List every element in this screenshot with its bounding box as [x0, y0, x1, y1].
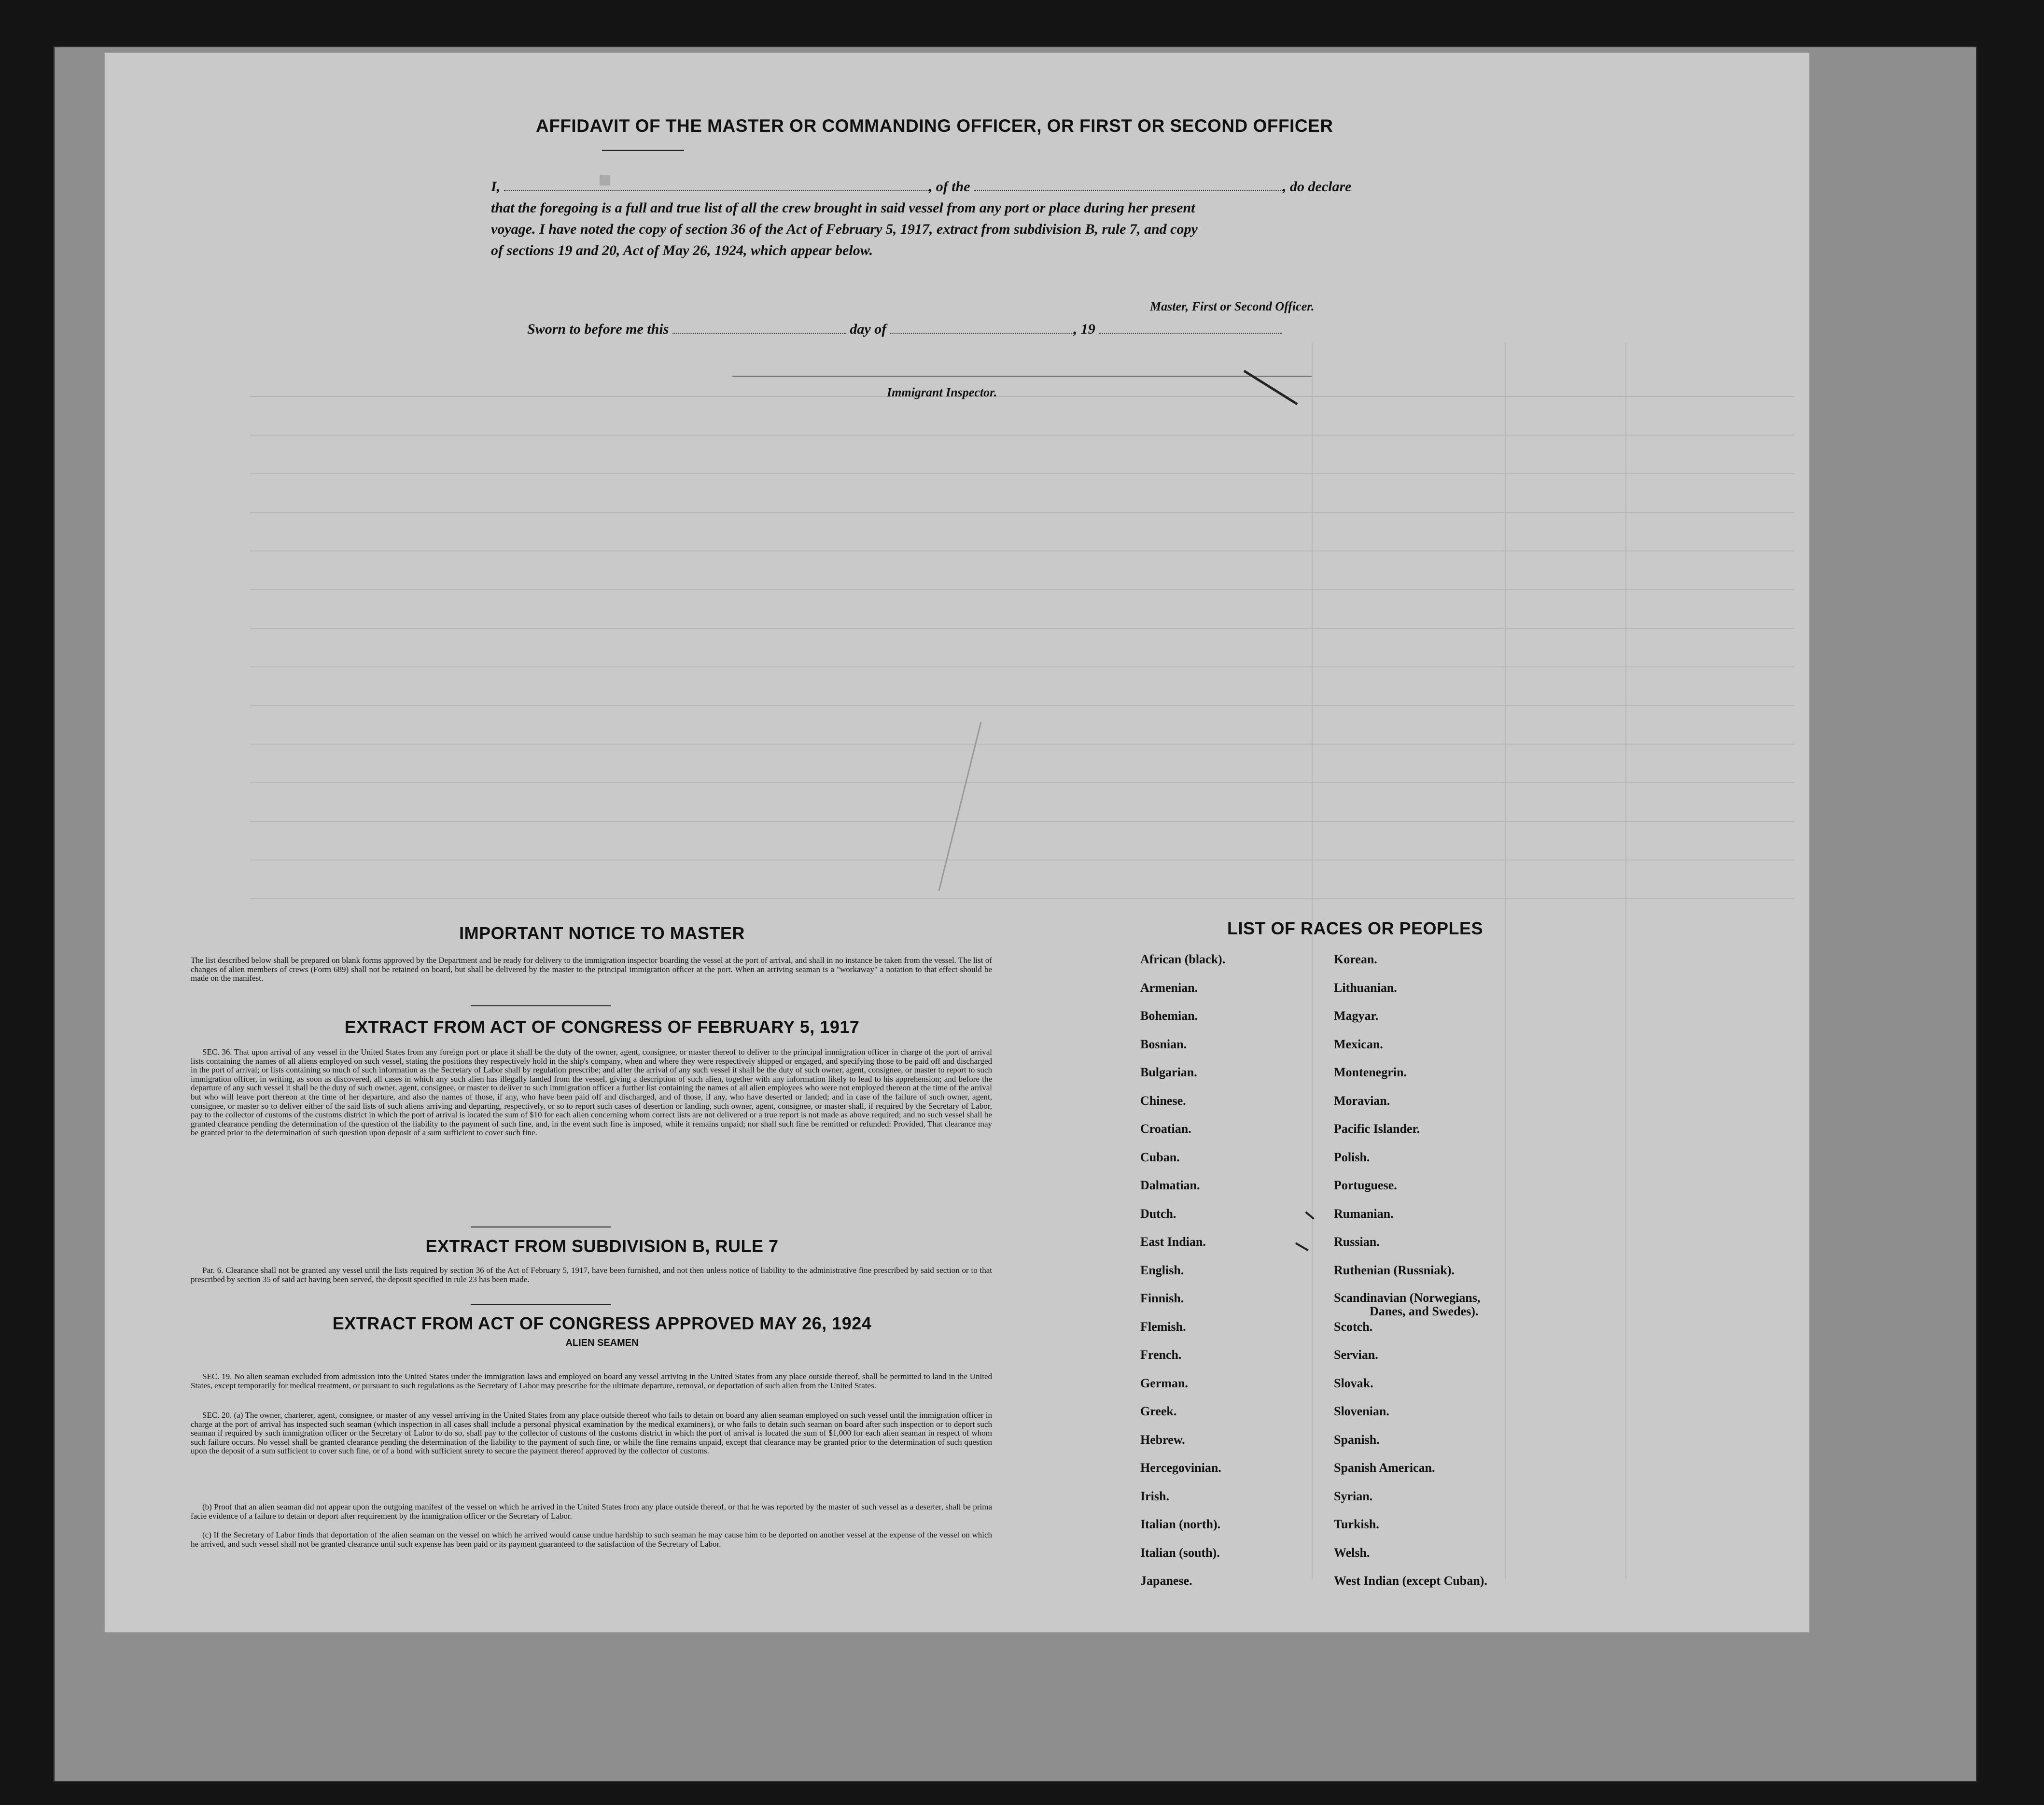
race-item: Russian.	[1334, 1235, 1380, 1249]
race-item: Portuguese.	[1334, 1178, 1397, 1192]
race-item: French.	[1140, 1348, 1182, 1362]
race-item: Armenian.	[1140, 980, 1198, 995]
race-item: Pacific Islander.	[1334, 1122, 1420, 1136]
race-item: Moravian.	[1334, 1093, 1390, 1108]
declaration-end: , do declare	[1283, 179, 1352, 195]
race-item: Korean.	[1334, 952, 1377, 966]
race-item	[1334, 1291, 1487, 1320]
race-item: Slovenian.	[1334, 1404, 1389, 1418]
sworn-day-blank[interactable]	[672, 333, 846, 334]
race-item: Chinese.	[1140, 1093, 1186, 1108]
race-item: Turkish.	[1334, 1517, 1379, 1531]
document-page	[104, 52, 1810, 1633]
races-column-2	[1334, 952, 1487, 1602]
race-item: Dutch.	[1140, 1206, 1176, 1221]
race-item: Scotch.	[1334, 1319, 1373, 1334]
race-item: Servian.	[1334, 1348, 1378, 1362]
name-blank[interactable]	[504, 190, 929, 191]
divider	[471, 1304, 611, 1305]
race-item: Croatian.	[1140, 1122, 1191, 1136]
race-item: Dalmatian.	[1140, 1178, 1200, 1192]
race-item: Finnish.	[1140, 1291, 1184, 1305]
vessel-blank[interactable]	[974, 190, 1283, 191]
race-item: Bosnian.	[1140, 1037, 1187, 1051]
section-20b-text: (b) Proof that an alien seaman did not appear upon the outgoing manifest of the vessel on which he arrived in the United States from any place outside thereof, or that he was reported by the master of such vessel as a deserter, shall be prima facie evidence of a failure to detain or deport after requirement by the immigration officer or the Secretary of Labor.	[191, 1502, 992, 1521]
extract-1917-text: SEC. 36. That upon arrival of any vessel in the United States from any foreign port or place it shall be the duty of the owner, agent, consignee, or master thereof to deliver to the principal immigration officer in charge of the port of arrival lists containing the names of all aliens employed on such vessel, stating the positions they respectively hold in the ship's company, when and where they were respectively shipped or engaged, and specifying those to be paid off and discharged in the port of arrival; or lists containing so much of such information as the Secretary of Labor shall by regulation prescribe; and after the arrival of any such vessel it shall be the duty of such owner, agent, consignee, or master to report to such immigration officer, in writing, as soon as discovered, all cases in which any such alien has illegally landed from the vessel, giving a description of such alien, together with any information likely to lead to his apprehension; and before the departure of any such vessel it shall be the duty of such owner, agent, consignee, or master to deliver to such immigration officer a further list containing the names of all alien employees who were not employed thereon at the time of the arrival but who will leave port thereon at the time of her departure, and also the names of those, if any, who have been paid off and discharged, and of those, if any, who have deserted or landed; and in case of the failure of such owner, agent, consignee, or master so to deliver either of the said lists of such aliens arriving and departing, respectively, or so to report such cases of desertion or landing, such owner, agent, consignee, or master shall, if required by the Secretary of Labor, pay to the collector of customs of the customs district in which the port of arrival is located the sum of $10 for each alien concerning whom correct lists are not delivered or a true report is not made as above required; and no such vessel shall be granted clearance pending the determination of the question of the liability to the payment of such fine, and, in the event such fine is imposed, while it remains unpaid; nor shall such fine be remitted or refunded: Provided, That clearance may be granted prior to the determination of such question upon deposit of a sum sufficient to cover such fine.	[191, 1047, 992, 1138]
title-underline	[602, 150, 684, 151]
subdivision-b-text: Par. 6. Clearance shall not be granted any vessel until the lists required by section 36 of the Act of February 5, 1917, have been furnished, and not then unless notice of liability to the administrative fine prescribed by said section or to that prescribed by section 35 of said act having been served, the deposit specified in rule 23 has been made.	[191, 1266, 992, 1284]
affidavit-line-3: voyage. I have noted the copy of section 36 of the Act of February 5, 1917, extract from subdivision B, rule 7, and copy	[491, 221, 1198, 237]
subdivision-b-title: EXTRACT FROM SUBDIVISION B, RULE 7	[425, 1236, 779, 1256]
section-20a-text: SEC. 20. (a) The owner, charterer, agent, consignee, or master of any vessel arriving in the United States from any place outside thereof who fails to detain on board any alien seaman employed on such vessel until the immigration officer in charge at the port of arrival has inspected such seaman (which inspection in all cases shall include a personal physical examination by the medical examiners), or who fails to detain such seaman on board after such inspection or to deport such seaman if required by such immigration officer or the Secretary of Labor to do so, shall pay to the collector of customs of the customs district in which the port of arrival is located the sum of $1,000 for each alien seaman in respect of whom such failure occurs. No vessel shall be granted clearance pending the determination of the liability to the payment of such fine, or while the fine remains unpaid, except that clearance may be granted prior to the determination of such question upon the deposit of a sum sufficient to cover such fine, or of a bond with sufficient surety to secure the payment thereof approved by the collector of customs.	[191, 1410, 992, 1456]
declaration-of-the: , of the	[928, 179, 970, 195]
race-item: Italian (south).	[1140, 1545, 1220, 1560]
race-item: Bulgarian.	[1140, 1065, 1197, 1079]
section-19-text: SEC. 19. No alien seaman excluded from admission into the United States under the immigration laws and employed on board any vessel arriving in the United States from any place outside thereof, shall be permitted to land in the United States, except temporarily for medical treatment, or pursuant to such regulations as the Secretary of Labor may prescribe for the ultimate departure, removal, or deportation of such alien from the United States.	[191, 1372, 992, 1390]
bleed-through-rows	[105, 53, 1809, 1632]
race-item: Lithuanian.	[1334, 980, 1397, 995]
affidavit-title: AFFIDAVIT OF THE MASTER OR COMMANDING OFFICER, OR FIRST OR SECOND OFFICER	[536, 116, 1333, 136]
race-item: Italian (north).	[1140, 1517, 1221, 1531]
race-item: German.	[1140, 1376, 1188, 1390]
race-item: Bohemian.	[1140, 1009, 1198, 1023]
race-item: Spanish.	[1334, 1432, 1380, 1447]
day-of-label: day of	[850, 321, 887, 337]
sworn-line	[527, 321, 1282, 338]
race-item: Magyar.	[1334, 1009, 1379, 1023]
races-column-1	[1140, 952, 1225, 1602]
race-item: Slovak.	[1334, 1376, 1373, 1390]
extract-1917-title: EXTRACT FROM ACT OF CONGRESS OF FEBRUARY 5, 1917	[344, 1017, 860, 1037]
race-item: Hercegovinian.	[1140, 1461, 1221, 1475]
race-item: Greek.	[1140, 1404, 1177, 1418]
race-item: Cuban.	[1140, 1150, 1180, 1164]
declaration-start: I,	[491, 179, 501, 195]
race-item: Polish.	[1334, 1150, 1370, 1164]
race-item: African (black).	[1140, 952, 1226, 966]
race-item: English.	[1140, 1263, 1184, 1277]
notice-title: IMPORTANT NOTICE TO MASTER	[459, 923, 745, 943]
divider	[471, 1005, 611, 1006]
race-item: Montenegrin.	[1334, 1065, 1407, 1079]
race-item: East Indian.	[1140, 1235, 1206, 1249]
notice-text: The list described below shall be prepared on blank forms approved by the Department and be ready for delivery to the immigration inspector boarding the vessel at the port of arrival, and shall in no instance be taken from the vessel. The list of changes of alien members of crews (Form 689) shall not be retained on board, but shall be delivered by the master to the principal immigration officer at the port. When an arriving seaman is a "workaway" a notation to that effect should be made on the manifest.	[191, 956, 992, 983]
race-item: Japanese.	[1140, 1574, 1192, 1588]
race-item: Flemish.	[1140, 1319, 1186, 1334]
alien-seamen-subtitle: ALIEN SEAMEN	[565, 1338, 639, 1348]
race-item: Irish.	[1140, 1489, 1169, 1503]
master-signature-blank[interactable]	[1099, 333, 1282, 334]
master-signature-label: Master, First or Second Officer.	[1150, 299, 1315, 313]
affidavit-declaration-line	[491, 176, 1418, 197]
race-item-scandinavian: Scandinavian (Norwegians,	[1334, 1291, 1481, 1305]
race-item: West Indian (except Cuban).	[1334, 1574, 1487, 1588]
sworn-month-blank[interactable]	[890, 333, 1074, 334]
affidavit-line-2: that the foregoing is a full and true list of all the crew brought in said vessel from any port or place during her present	[491, 200, 1195, 216]
sworn-label: Sworn to before me this	[527, 321, 669, 337]
extract-1924-title: EXTRACT FROM ACT OF CONGRESS APPROVED MAY 26, 1924	[332, 1313, 872, 1333]
race-item: Ruthenian (Russniak).	[1334, 1263, 1455, 1277]
section-20c-text: (c) If the Secretary of Labor finds that deportation of the alien seaman on the vessel on which he arrived would cause undue hardship to such seaman he may cause him to be deported on another vessel at the expense of the vessel on which he arrived, and such vessel shall not be granted clearance until such expense has been paid or its payment guaranteed to the satisfaction of the Secretary of Labor.	[191, 1530, 992, 1549]
affidavit-line-4: of sections 19 and 20, Act of May 26, 1924, which appear below.	[491, 242, 873, 258]
race-item-scandinavian-cont: Danes, and Swedes).	[1370, 1304, 1479, 1318]
inspector-label: Immigrant Inspector.	[887, 385, 997, 399]
bleed-through-heading: ■	[597, 167, 612, 192]
race-item: Welsh.	[1334, 1545, 1370, 1560]
race-item: Syrian.	[1334, 1489, 1373, 1503]
races-title: LIST OF RACES OR PEOPLES	[1227, 918, 1484, 938]
inspector-signature-line	[732, 376, 1312, 377]
race-item: Spanish American.	[1334, 1461, 1435, 1475]
race-item: Mexican.	[1334, 1037, 1383, 1051]
year-label: , 19	[1073, 321, 1095, 337]
race-item: Rumanian.	[1334, 1206, 1394, 1221]
race-item: Hebrew.	[1140, 1432, 1185, 1447]
